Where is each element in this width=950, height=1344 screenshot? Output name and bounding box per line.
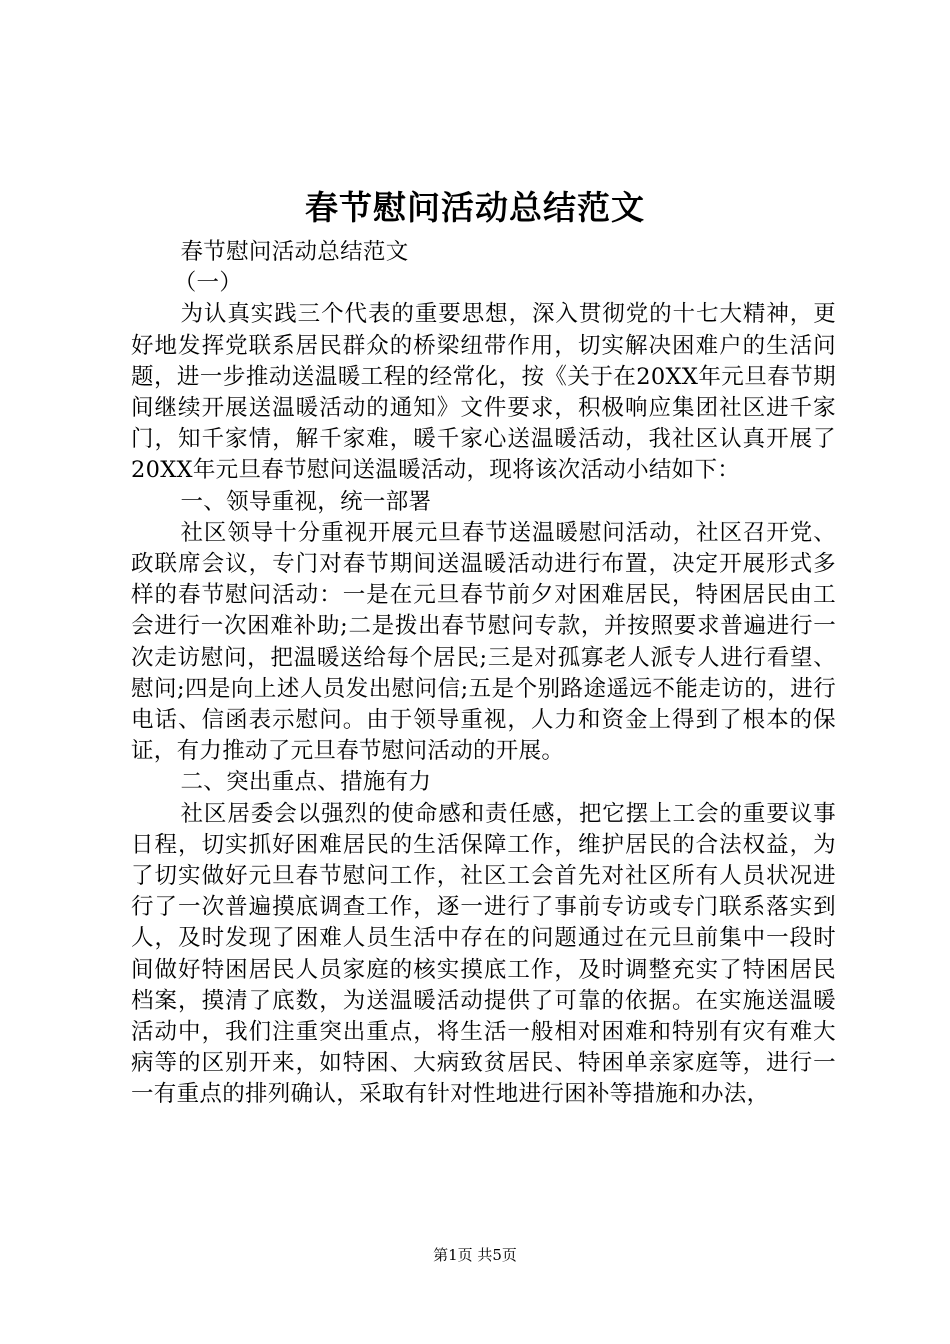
page-footer: 第1页 共5页	[433, 1246, 517, 1264]
paragraph-section-2: 社区居委会以强烈的使命感和责任感，把它摆上工会的重要议事日程，切实抓好困难居民的生活保障工作，维护居民的合法权益，为了切实做好元旦春节慰问工作，社区工会首先对社区所有人员状况进行了一次普遍摸底调查工作，逐一进行了事前专访或专门联系落实到人，及时发现了困难人员生活中存在的问题通过在元旦前集中一段时间做好特困居民人员家庭的核实摸底工作，及时调整充实了特困居民档案，摸清了底数，为送温暖活动提供了可靠的依据。在实施送温暖活动中，我们注重突出重点，将生活一般相对困难和特别有灾有难大病等的区别开来，如特困、大病致贫居民、特困单亲家庭等，进行一一有重点的排列确认，采取有针对性地进行困补等措施和办法，	[131, 800, 836, 1108]
section-marker: （一）	[173, 270, 243, 297]
paragraph-intro: 为认真实践三个代表的重要思想，深入贯彻党的十七大精神，更好地发挥党联系居民群众的桥梁纽带作用，切实解决困难户的生活问题，进一步推动送温暖工程的经常化，按《关于在20XX年元旦春节期间继续开展送温暖活动的通知》文件要求，积极响应集团社区进千家门，知千家情，解千家难，暖千家心送温暖活动，我社区认真开展了20XX年元旦春节慰问送温暖活动，现将该次活动小结如下：	[131, 301, 836, 484]
paragraph-section-1: 社区领导十分重视开展元旦春节送温暖慰问活动，社区召开党、政联席会议，专门对春节期间送温暖活动进行布置，决定开展形式多样的春节慰问活动：一是在元旦春节前夕对困难居民，特困居民由工会进行一次困难补助;二是拨出春节慰问专款，并按照要求普遍进行一次走访慰问，把温暖送给每个居民;三是对孤寡老人派专人进行看望、慰问;四是向上述人员发出慰问信;五是个别路途遥远不能走访的，进行电话、信函表示慰问。由于领导重视，人力和资金上得到了根本的保证，有力推动了元旦春节慰问活动的开展。	[131, 519, 836, 765]
heading-section-1: 一、领导重视，统一部署	[180, 488, 432, 515]
subtitle-line: 春节慰问活动总结范文	[180, 239, 409, 265]
document-body	[131, 237, 836, 1111]
document-title: 春节慰问活动总结范文	[305, 188, 645, 227]
heading-section-2: 二、突出重点、措施有力	[180, 769, 432, 796]
